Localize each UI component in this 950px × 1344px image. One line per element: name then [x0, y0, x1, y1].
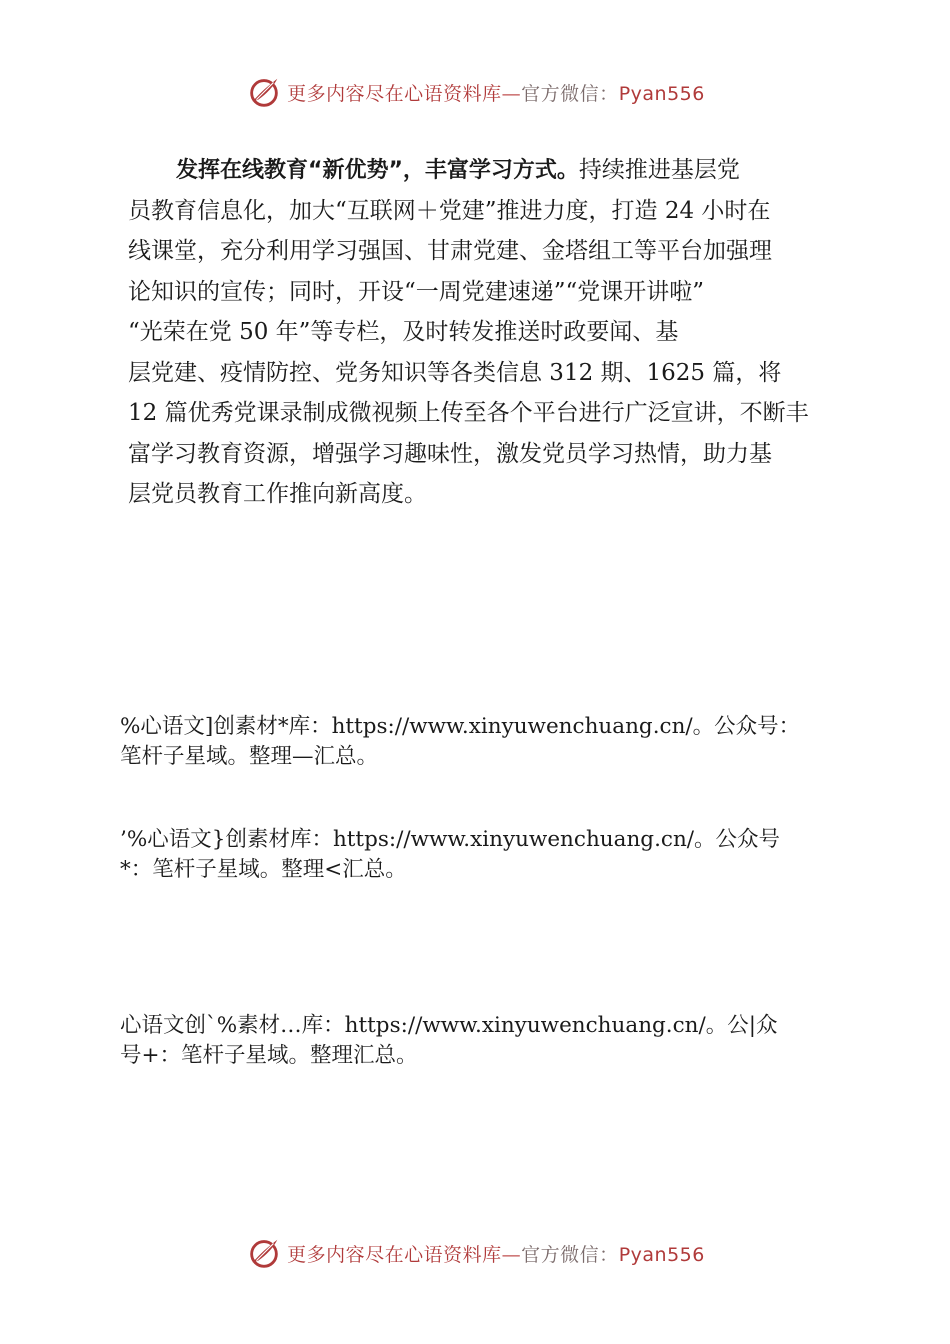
footer-banner-label: 官方微信：	[521, 1243, 619, 1266]
header-banner-label: 官方微信：	[521, 82, 619, 105]
feather-logo-icon	[245, 1234, 283, 1272]
footer-banner-handle: Pyan556	[618, 1243, 705, 1266]
source-note-line: %心语文]创素材*库：https://www.xinyuwenchuang.cn/。公众号：	[120, 714, 801, 739]
source-note-line: *：笔杆子星域。整理<汇总。	[120, 857, 407, 882]
header-banner	[0, 70, 950, 114]
paragraph-line: 层党建、疫情防控、党务知识等各类信息 312 期、1625 篇，将	[128, 359, 782, 386]
paragraph-line: “光荣在党 50 年”等专栏，及时转发推送时政要闻、基	[128, 319, 679, 345]
source-note-line: 心语文创`%素材…库：https://www.xinyuwenchuang.cn/。公|众	[120, 1013, 778, 1038]
paragraph-line: 论知识的宣传；同时，开设“一周党建速递”“党课开讲啦”	[128, 278, 705, 305]
paragraph-line-1	[128, 150, 828, 191]
paragraph-line: 员教育信息化，加大“互联网＋党建”推进力度，打造 24 小时在	[128, 197, 771, 224]
feather-logo-icon	[245, 73, 283, 111]
paragraph-line: 12 篇优秀党课录制成微视频上传至各个平台进行广泛宣讲，不断丰	[128, 400, 809, 426]
header-banner-dash: —	[501, 82, 522, 105]
source-note-line: ’%心语文}创素材库：https://www.xinyuwenchuang.cn/。公众号	[120, 827, 781, 852]
source-note-line: 笔杆子星域。整理—汇总。	[120, 744, 379, 769]
paragraph-bold-lead: 发挥在线教育“新优势”，丰富学习方式。	[176, 158, 579, 183]
footer-banner-text	[287, 1240, 705, 1267]
source-note-3	[120, 1011, 880, 1071]
paragraph-line: 线课堂，充分利用学习强国、甘肃党建、金塔组工等平台加强理	[128, 238, 772, 264]
footer-banner-dash: —	[501, 1243, 522, 1266]
paragraph-line: 层党员教育工作推向新高度。	[128, 481, 427, 507]
header-banner-handle: Pyan556	[618, 82, 705, 105]
source-note-1	[120, 712, 880, 772]
header-banner-text	[287, 79, 705, 106]
source-note-line: 号+：笔杆子星域。整理汇总。	[120, 1043, 418, 1068]
source-note-2	[120, 825, 880, 885]
paragraph-text: 持续推进基层党	[578, 157, 740, 183]
header-banner-main: 更多内容尽在心语资料库	[287, 82, 502, 105]
body-paragraph	[128, 150, 828, 515]
paragraph-line: 富学习教育资源，增强学习趣味性，激发党员学习热情，助力基	[128, 440, 772, 467]
footer-banner	[0, 1231, 950, 1275]
footer-banner-main: 更多内容尽在心语资料库	[287, 1243, 502, 1266]
